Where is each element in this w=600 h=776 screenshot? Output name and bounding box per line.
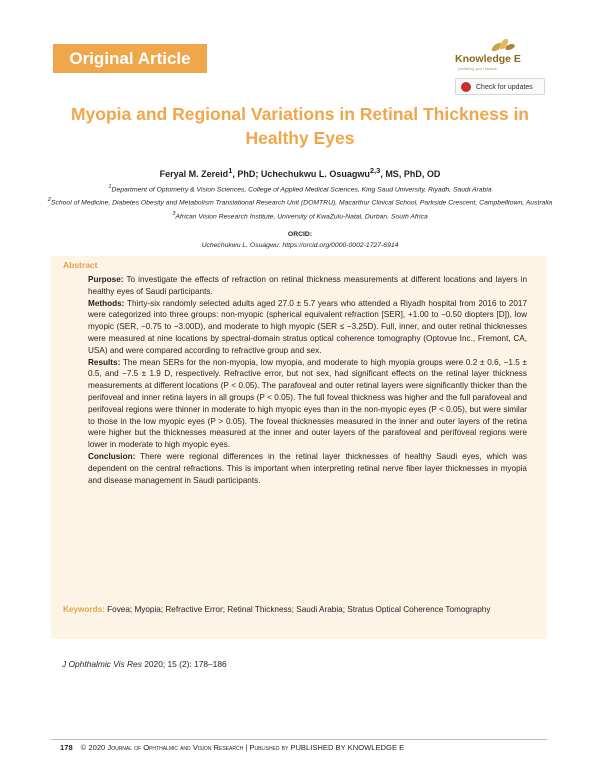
affiliations bbox=[40, 182, 560, 222]
knowledge-e-logo bbox=[452, 36, 552, 76]
check-for-updates-button[interactable] bbox=[455, 78, 545, 95]
check-for-updates-label: Check for updates bbox=[476, 84, 533, 91]
affiliation-item bbox=[40, 195, 560, 208]
author-degree: , MS, PhD, OD bbox=[380, 169, 441, 179]
affiliation-item bbox=[40, 209, 560, 222]
article-title: Myopia and Regional Variations in Retinal Thickness in Healthy Eyes bbox=[70, 104, 530, 148]
author-affiliation-sup: 1 bbox=[228, 166, 233, 175]
purpose-text: To investigate the effects of refraction on retinal thickness measurements at different locations and layers in healthy eyes of Saudi participants. bbox=[88, 275, 527, 296]
keywords-text: Fovea; Myopia; Refractive Error; Retinal Thickness; Saudi Arabia; Stratus Optical Coherence Tomography bbox=[104, 605, 491, 614]
author-degree: , PhD; bbox=[232, 169, 261, 179]
affiliation-text: Department of Optometry & Vision Sciences, College of Applied Medical Sciences, King Saud University, Riyadh, Saudi Arabia bbox=[111, 186, 492, 194]
keywords bbox=[63, 604, 535, 616]
affiliation-text: School of Medicine, Diabetes Obesity and Metabolism Translational Research Unit (DOMTRU), Macarthur Clinical School, Parkside Crescent, Campbelltown, Australia bbox=[50, 199, 553, 207]
results-text: The mean SERs for the non-myopia, low myopia, and moderate to high myopia groups were 0.2 ± 0.6, −1.5 ± 0.5, and −7.5 ± 1.9 D, respectively. Refractive error, but not sex, had significant effects on the retinal layer thickness measurements at different locations (P < 0.05). The parafoveal and outer retinal layers were significantly thicker than the perifoveal and inner retina layers in all groups (P < 0.05). The full foveal thickness was higher and the full parafoveal and perifoveal regions were thinner in moderate to high myopic eyes than in the non-myopic eyes (P < 0.05), but were similar to those in the low myopic eyes (P > 0.05). The foveal thicknesses measured in the inner and outer layers of the retina were higher but the thicknesses measured at the inner and outer layers of the parafoveal and perifoveal regions were lower in moderate to high myopic eyes. bbox=[88, 357, 527, 450]
methods-text: Thirty-six randomly selected adults aged 27.0 ± 5.7 years who attended a Riyadh hospital from 2016 to 2017 were categorized into three groups: non-myopic (spherical equivalent refraction [SER], +1.00 to −0.50 diopters [D]), low myopic (SER, −0.75 to −3.00D), and moderate to high myopic (SER ≤ −3.25D). Full, inner, and outer retinal thicknesses were measured at nine locations by spectral-domain stratus optical coherence tomography (Optovue Inc., Fremont, CA, USA) and were compared according to refractive group and sex. bbox=[88, 298, 527, 355]
footer-separator: | bbox=[243, 743, 250, 752]
abstract-conclusion bbox=[88, 451, 527, 486]
affiliation-sup: 1 bbox=[108, 184, 112, 190]
author-name[interactable]: Uchechukwu L. Osuagwu bbox=[260, 169, 370, 179]
affiliation-sup: 3 bbox=[172, 210, 176, 217]
citation-journal: J Ophthalmic Vis Res bbox=[62, 659, 142, 669]
orcid-link[interactable]: Uchechukwu L. Osuagwu: https://orcid.org/0000-0002-1727-6914 bbox=[201, 242, 399, 249]
affiliation-sup: 2 bbox=[47, 197, 51, 204]
logo-tagline: publishing your research bbox=[458, 67, 498, 71]
footer-journal: Journal of Ophthalmic and Vision Research bbox=[107, 743, 244, 752]
citation-details: 2020; 15 (2): 178–186 bbox=[141, 659, 227, 669]
page-number: 178 bbox=[60, 743, 73, 752]
footer-publisher: Published by PUBLISHED BY KNOWLEDGE E bbox=[249, 743, 405, 752]
crossmark-icon bbox=[461, 82, 471, 92]
results-label: Results: bbox=[88, 357, 121, 367]
methods-label: Methods: bbox=[88, 298, 125, 308]
page-footer bbox=[60, 742, 550, 753]
abstract-heading: Abstract bbox=[63, 260, 98, 270]
abstract-results bbox=[88, 357, 527, 451]
logo-wordmark: Knowledge E bbox=[455, 53, 521, 65]
affiliation-item bbox=[40, 182, 560, 195]
keywords-label: Keywords: bbox=[63, 605, 105, 614]
orcid-heading: ORCID: bbox=[287, 231, 313, 238]
purpose-label: Purpose: bbox=[88, 275, 124, 284]
abstract-body bbox=[88, 274, 527, 486]
abstract-methods bbox=[88, 298, 527, 357]
abstract-purpose bbox=[88, 274, 527, 298]
article-type-badge: Original Article bbox=[53, 44, 207, 73]
conclusion-text: There were regional differences in the retinal layer thicknesses of healthy Saudi eyes, which was dependent on the central refractions. This is important when interpreting retinal nerve fiber layer thicknesses in myopia and disease management in Saudi participants. bbox=[88, 451, 527, 485]
citation bbox=[62, 658, 227, 670]
abstract-box bbox=[51, 256, 547, 639]
author-name[interactable]: Feryal M. Zereid bbox=[159, 169, 229, 179]
conclusion-label: Conclusion: bbox=[88, 451, 136, 461]
footer-copyright: © 2020 bbox=[80, 743, 108, 752]
author-line bbox=[0, 164, 600, 181]
author-affiliation-sup: 2,3 bbox=[369, 166, 381, 175]
leaves-icon bbox=[490, 36, 516, 54]
affiliation-text: African Vision Research Institute, University of KwaZulu-Natal, Durban, South Africa bbox=[175, 212, 428, 220]
footer-divider bbox=[51, 739, 547, 740]
